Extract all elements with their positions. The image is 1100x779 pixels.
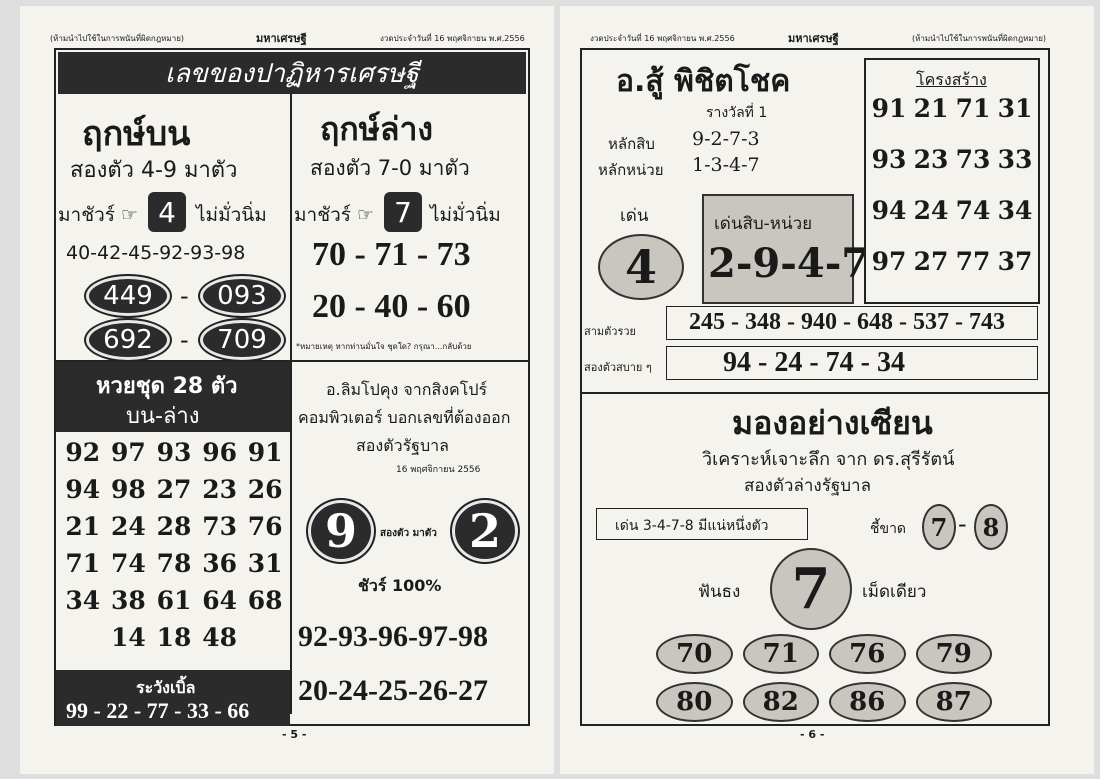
number-item: 68 — [247, 586, 283, 615]
dash: - — [180, 326, 189, 354]
number-item: 70 — [656, 634, 733, 674]
number-item: 21 — [65, 512, 101, 541]
upper-sure-tail: ไม่มั่วนิ่ม — [196, 204, 267, 226]
header-brand: มหาเศรษฐี — [788, 32, 839, 45]
units-label: หลักหน่วย — [598, 161, 664, 179]
number-item: 73 — [955, 145, 991, 174]
lower-two-digit: สองตัว 7-0 มาตัว — [310, 156, 470, 180]
page-number: - 5 - — [282, 728, 307, 741]
page-5 — [20, 6, 554, 774]
number-item: 96 — [202, 438, 237, 467]
set-title: หวยชุด 28 ตัว — [96, 374, 238, 399]
set-subtitle: บน-ล่าง — [126, 404, 200, 429]
lower-note: *หมายเหตุ หากท่านมั่นใจ ชุดใด? กรุณา...กลับด้วย — [296, 342, 472, 351]
sg-row-1: 92-93-96-97-98 — [298, 620, 488, 653]
upper-two-digit: สองตัว 4-9 มาตัว — [70, 158, 238, 183]
upper-oval: 449 — [86, 276, 170, 316]
lead-tu-values: 2-9-4-7 — [708, 240, 870, 287]
three-digit-label: สามตัวรวย — [584, 325, 636, 338]
number-item: 93 — [156, 438, 192, 467]
number-item: 28 — [156, 512, 192, 541]
number-item: 26 — [247, 475, 283, 504]
lead-tens-units-box — [702, 194, 870, 304]
set-numbers — [60, 438, 288, 652]
number-item: 78 — [156, 549, 192, 578]
header-disclaimer: (ห้ามนำไปใช้ในการพนันที่ผิดกฎหมาย) — [50, 34, 184, 43]
two-digit-label: สองตัวสบาย ๆ — [584, 361, 652, 374]
lead-note: เด่น 3-4-7-8 มีแน่หนึ่งตัว — [615, 518, 769, 534]
number-item: 64 — [202, 586, 237, 615]
three-digit-values: 245 - 348 - 940 - 648 - 537 - 743 — [689, 309, 1005, 335]
sg-mid-text: สองตัว มาตัว — [380, 528, 437, 539]
number-item: 82 — [743, 682, 820, 722]
upper-oval: 709 — [200, 320, 284, 360]
analyst-name: อ.สู้ พิชิตโชค — [616, 64, 791, 99]
asian-subtitle-2: สองตัวล่างรัฐบาล — [744, 476, 872, 496]
divider — [580, 392, 1050, 394]
sg-row-2: 20-24-25-26-27 — [298, 674, 488, 707]
beware-numbers: 99 - 22 - 77 - 33 - 66 — [66, 698, 250, 723]
sg-date: 16 พฤศจิกายน 2556 — [396, 465, 481, 475]
number-item: 71 — [955, 94, 991, 123]
sg-line-2: คอมพิวเตอร์ บอกเลขที่ต้องออก — [298, 408, 511, 427]
page-number: - 6 - — [800, 728, 825, 741]
choose-label: ชี้ขาด — [870, 521, 907, 537]
number-item: 48 — [202, 623, 237, 652]
lower-title: ฤกษ์ล่าง — [320, 110, 434, 148]
number-item: 27 — [913, 247, 949, 276]
single-label: เม็ดเดียว — [862, 582, 927, 602]
number-item: 23 — [913, 145, 949, 174]
upper-oval: 692 — [86, 320, 170, 360]
lower-line-2: 20 - 40 - 60 — [312, 288, 471, 325]
number-item: 91 — [247, 438, 283, 467]
number-item: 31 — [247, 549, 283, 578]
number-item: 71 — [65, 549, 101, 578]
number-item: 74 — [955, 196, 991, 225]
number-item: 23 — [202, 475, 237, 504]
lower-sure-label: มาชัวร์ ☞ — [294, 204, 375, 226]
prize-label: รางวัลที่ 1 — [706, 105, 768, 121]
number-item: 87 — [916, 682, 993, 722]
fan-digit: 7 — [770, 548, 852, 630]
number-item: 98 — [110, 475, 146, 504]
number-item: 74 — [110, 549, 146, 578]
asian-title: มองอย่างเซียน — [732, 404, 933, 442]
banner-title: เลขของปาฏิหารเศรษฐี — [165, 58, 419, 89]
number-item: 80 — [656, 682, 733, 722]
number-item: 27 — [156, 475, 192, 504]
upper-sure-label: มาชัวร์ ☞ — [58, 204, 139, 226]
lower-line-1: 70 - 71 - 73 — [312, 236, 471, 273]
lead-label: เด่น — [620, 206, 649, 226]
upper-title: ฤกษ์บน — [82, 114, 191, 154]
units-values: 1-3-4-7 — [692, 154, 760, 176]
number-item: 71 — [743, 634, 820, 674]
number-item: 94 — [871, 196, 907, 225]
number-item: 93 — [871, 145, 907, 174]
number-item: 33 — [997, 145, 1033, 174]
sg-line-1: อ.ลิมโปคุง จากสิงคโปร์ — [326, 380, 488, 399]
number-item: 34 — [65, 586, 101, 615]
number-item: 91 — [871, 94, 907, 123]
divider — [290, 94, 292, 714]
number-item: 36 — [202, 549, 237, 578]
lead-tu-label: เด่นสิบ-หน่วย — [714, 214, 813, 234]
sg-right-digit: 2 — [452, 500, 518, 562]
final-numbers — [656, 634, 992, 722]
lower-sure-tail: ไม่มั่วนิ่ม — [430, 204, 501, 226]
number-item: 79 — [916, 634, 993, 674]
two-digit-box — [666, 346, 1038, 380]
number-item: 92 — [65, 438, 101, 467]
sg-line-3: สองตัวรัฐบาล — [356, 436, 449, 455]
choose-b: 8 — [974, 504, 1008, 550]
number-item: 37 — [997, 247, 1033, 276]
lower-sure-digit: 7 — [384, 192, 422, 232]
header-disclaimer: (ห้ามนำไปใช้ในการพนันที่ผิดกฎหมาย) — [912, 34, 1046, 43]
header-date: งวดประจำวันที่ 16 พฤศจิกายน พ.ศ.2556 — [380, 34, 525, 43]
number-item: 76 — [247, 512, 283, 541]
header-date: งวดประจำวันที่ 16 พฤศจิกายน พ.ศ.2556 — [590, 34, 735, 43]
number-item: 94 — [65, 475, 101, 504]
number-item: 73 — [202, 512, 237, 541]
upper-sure-digit: 4 — [148, 192, 186, 232]
number-item: 97 — [871, 247, 907, 276]
structure-numbers — [868, 94, 1036, 276]
dash: - — [958, 510, 967, 538]
page-6 — [560, 6, 1094, 774]
number-item: 77 — [955, 247, 991, 276]
choose-a: 7 — [922, 504, 956, 550]
beware-box — [56, 670, 290, 726]
number-item: 76 — [829, 634, 906, 674]
banner — [58, 52, 526, 94]
number-item: 24 — [110, 512, 146, 541]
sg-sure: ชัวร์ 100% — [358, 576, 442, 595]
set-header — [56, 362, 290, 432]
number-item: 21 — [913, 94, 949, 123]
fan-label: ฟันธง — [698, 582, 741, 602]
tens-values: 9-2-7-3 — [692, 128, 760, 150]
tens-label: หลักสิบ — [608, 135, 655, 153]
three-digit-box — [666, 306, 1038, 340]
sg-left-digit: 9 — [308, 500, 374, 562]
number-item: 14 — [110, 623, 146, 652]
dash: - — [180, 282, 189, 310]
beware-label: ระวังเบิ้ล — [136, 678, 196, 697]
asian-subtitle: วิเคราะห์เจาะลึก จาก ดร.สุรีรัตน์ — [702, 449, 955, 470]
number-item: 86 — [829, 682, 906, 722]
upper-number-list: 40-42-45-92-93-98 — [66, 242, 246, 264]
number-item: 18 — [156, 623, 192, 652]
number-item: 34 — [997, 196, 1033, 225]
structure-title: โครงสร้าง — [916, 70, 987, 89]
lead-note-box — [596, 508, 808, 540]
number-item: 24 — [913, 196, 949, 225]
header-brand: มหาเศรษฐี — [256, 32, 307, 45]
number-item: 38 — [110, 586, 146, 615]
two-digit-values: 94 - 24 - 74 - 34 — [723, 347, 905, 378]
number-item: 97 — [110, 438, 146, 467]
number-item: 61 — [156, 586, 192, 615]
upper-oval: 093 — [200, 276, 284, 316]
number-item: 31 — [997, 94, 1033, 123]
lead-digit: 4 — [598, 234, 684, 300]
